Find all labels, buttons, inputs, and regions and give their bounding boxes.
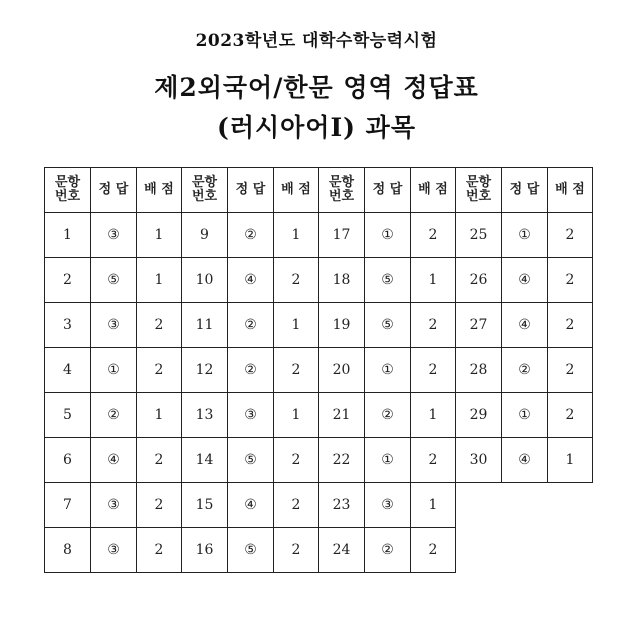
points-cell: 2	[274, 528, 319, 573]
answer-cell: ②	[228, 348, 274, 393]
question-number-cell: 22	[319, 438, 365, 483]
points-cell: 1	[274, 213, 319, 258]
table-row	[45, 258, 593, 303]
exam-year-line: 2023학년도 대학수학능력시험	[195, 31, 438, 51]
points-cell: 1	[548, 438, 593, 483]
points-cell: 1	[411, 483, 456, 528]
points-cell: 2	[137, 303, 182, 348]
table-header-row	[45, 168, 593, 213]
question-number-cell: 16	[182, 528, 228, 573]
points-cell: 1	[411, 393, 456, 438]
header-question-number-line1: 문항	[191, 175, 218, 190]
table-row	[45, 438, 593, 483]
header-points: 배 점	[137, 168, 182, 213]
answer-cell: ③	[91, 303, 137, 348]
table-row	[45, 303, 593, 348]
points-cell: 2	[137, 438, 182, 483]
answer-cell: ①	[502, 213, 548, 258]
table-row	[45, 348, 593, 393]
question-number-cell: 10	[182, 258, 228, 303]
empty-cell	[456, 528, 502, 573]
header-points: 배 점	[411, 168, 456, 213]
question-number-cell: 26	[456, 258, 502, 303]
points-cell: 1	[137, 393, 182, 438]
answer-cell: ①	[91, 348, 137, 393]
answer-cell: ⑤	[365, 258, 411, 303]
question-number-cell: 15	[182, 483, 228, 528]
answer-cell: ①	[365, 438, 411, 483]
answer-key-table	[44, 167, 593, 573]
question-number-cell: 12	[182, 348, 228, 393]
table-row	[45, 483, 593, 528]
question-number-cell: 25	[456, 213, 502, 258]
header-answer: 정 답	[502, 168, 548, 213]
question-number-cell: 11	[182, 303, 228, 348]
question-number-cell: 29	[456, 393, 502, 438]
question-number-cell: 18	[319, 258, 365, 303]
points-cell: 2	[137, 528, 182, 573]
header-answer: 정 답	[228, 168, 274, 213]
points-cell: 2	[411, 438, 456, 483]
question-number-cell: 17	[319, 213, 365, 258]
empty-cell	[548, 528, 593, 573]
points-cell: 2	[411, 528, 456, 573]
empty-cell	[502, 528, 548, 573]
empty-cell	[548, 483, 593, 528]
header-answer: 정 답	[365, 168, 411, 213]
points-cell: 2	[274, 483, 319, 528]
points-cell: 2	[137, 483, 182, 528]
header-question-number-line2: 번호	[465, 189, 492, 204]
answer-cell: ①	[502, 393, 548, 438]
answer-cell: ④	[502, 258, 548, 303]
question-number-cell: 7	[45, 483, 91, 528]
points-cell: 1	[137, 213, 182, 258]
question-number-cell: 13	[182, 393, 228, 438]
points-cell: 2	[548, 258, 593, 303]
header-question-number	[456, 168, 502, 213]
question-number-cell: 5	[45, 393, 91, 438]
question-number-cell: 30	[456, 438, 502, 483]
answer-cell: ①	[365, 213, 411, 258]
answer-cell: ②	[365, 393, 411, 438]
question-number-cell: 27	[456, 303, 502, 348]
answer-cell: ②	[502, 348, 548, 393]
answer-cell: ⑤	[365, 303, 411, 348]
header-question-number-line2: 번호	[54, 189, 81, 204]
answer-cell: ④	[91, 438, 137, 483]
answer-cell: ③	[91, 483, 137, 528]
question-number-cell: 20	[319, 348, 365, 393]
header-question-number-line1: 문항	[328, 175, 355, 190]
header-question-number-line1: 문항	[465, 175, 492, 190]
points-cell: 2	[274, 348, 319, 393]
question-number-cell: 3	[45, 303, 91, 348]
answer-cell: ⑤	[228, 438, 274, 483]
document-title: 제2외국어/한문 영역 정답표	[154, 73, 479, 102]
question-number-cell: 6	[45, 438, 91, 483]
header-question-number-line2: 번호	[191, 189, 218, 204]
answer-cell: ②	[365, 528, 411, 573]
answer-cell: ④	[502, 438, 548, 483]
answer-cell: ②	[228, 303, 274, 348]
header-question-number	[182, 168, 228, 213]
answer-cell: ③	[228, 393, 274, 438]
answer-cell: ②	[228, 213, 274, 258]
question-number-cell: 2	[45, 258, 91, 303]
header-question-number-line2: 번호	[328, 189, 355, 204]
question-number-cell: 28	[456, 348, 502, 393]
points-cell: 2	[548, 393, 593, 438]
answer-cell: ④	[228, 483, 274, 528]
answer-cell: ⑤	[228, 528, 274, 573]
answer-cell: ③	[365, 483, 411, 528]
empty-cell	[456, 483, 502, 528]
empty-cell	[502, 483, 548, 528]
question-number-cell: 9	[182, 213, 228, 258]
points-cell: 2	[274, 258, 319, 303]
points-cell: 2	[548, 303, 593, 348]
question-number-cell: 1	[45, 213, 91, 258]
points-cell: 1	[274, 303, 319, 348]
header-answer: 정 답	[91, 168, 137, 213]
header-points: 배 점	[548, 168, 593, 213]
points-cell: 2	[137, 348, 182, 393]
question-number-cell: 21	[319, 393, 365, 438]
header-question-number-line1: 문항	[54, 175, 81, 190]
answer-cell: ⑤	[91, 258, 137, 303]
points-cell: 2	[274, 438, 319, 483]
answer-cell: ②	[91, 393, 137, 438]
table-row	[45, 213, 593, 258]
answer-cell: ③	[91, 213, 137, 258]
question-number-cell: 23	[319, 483, 365, 528]
points-cell: 2	[548, 348, 593, 393]
table-row	[45, 528, 593, 573]
question-number-cell: 8	[45, 528, 91, 573]
points-cell: 2	[411, 303, 456, 348]
answer-cell: ③	[91, 528, 137, 573]
points-cell: 2	[411, 348, 456, 393]
table-body	[45, 213, 593, 573]
header-question-number	[45, 168, 91, 213]
table-row	[45, 393, 593, 438]
answer-cell: ④	[228, 258, 274, 303]
question-number-cell: 19	[319, 303, 365, 348]
subject-subtitle: (러시아어Ⅰ) 과목	[217, 113, 416, 142]
points-cell: 1	[137, 258, 182, 303]
points-cell: 2	[411, 213, 456, 258]
question-number-cell: 14	[182, 438, 228, 483]
points-cell: 2	[548, 213, 593, 258]
answer-cell: ④	[502, 303, 548, 348]
header-points: 배 점	[274, 168, 319, 213]
points-cell: 1	[274, 393, 319, 438]
question-number-cell: 24	[319, 528, 365, 573]
header-question-number	[319, 168, 365, 213]
points-cell: 1	[411, 258, 456, 303]
question-number-cell: 4	[45, 348, 91, 393]
answer-cell: ①	[365, 348, 411, 393]
